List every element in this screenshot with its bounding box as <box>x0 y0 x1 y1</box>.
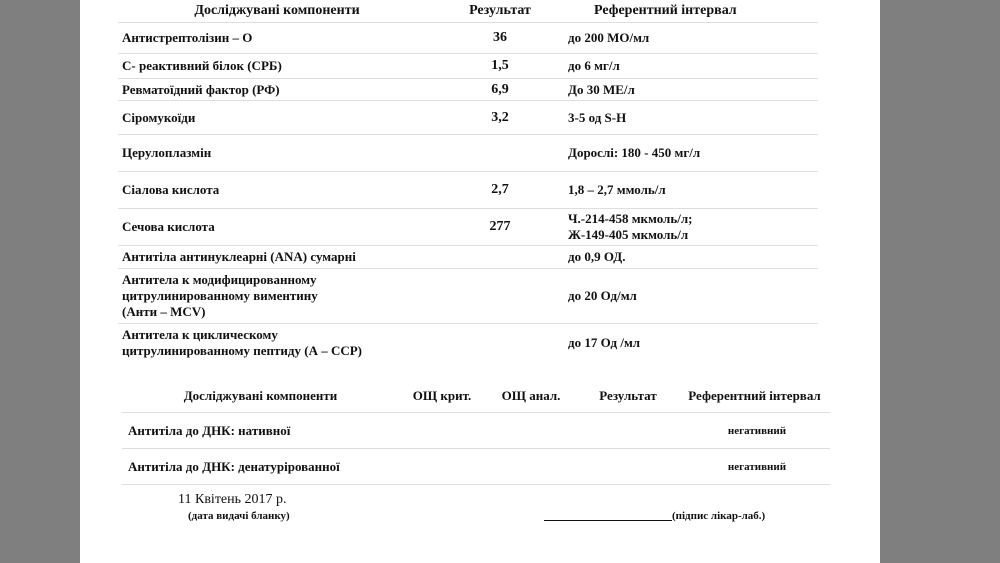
header-result: Результат <box>599 387 657 403</box>
test-name <box>118 269 436 324</box>
results-table <box>118 0 818 362</box>
table-row <box>118 135 818 172</box>
test-reference <box>564 209 818 246</box>
table-row <box>118 172 818 209</box>
test-result <box>436 135 564 172</box>
signature-caption: (підпис лікар-лаб.) <box>672 510 766 522</box>
header-reference: Референтний інтервал <box>688 387 821 403</box>
test-reference: до 0,9 ОД. <box>568 249 626 264</box>
table-row <box>118 101 818 135</box>
test-reference: негативний <box>727 460 787 473</box>
table-row <box>118 246 818 269</box>
header-reference: Референтний інтервал <box>594 3 737 18</box>
test-reference: до 17 Од /мл <box>568 334 641 350</box>
table-row <box>118 23 818 54</box>
table-row <box>118 324 818 362</box>
test-result: 2,7 <box>491 182 509 197</box>
test-result <box>436 324 564 362</box>
name-line: цитрулинированному виментину <box>122 288 318 303</box>
test-result <box>436 269 564 324</box>
test-reference: Дорослі: 180 - 450 мг/л <box>568 145 701 160</box>
header-component: Досліджувані компоненти <box>183 387 338 403</box>
test-reference: до 20 Од/мл <box>568 288 637 303</box>
test-name <box>118 324 436 362</box>
test-reference: 1,8 – 2,7 ммоль/л <box>568 182 666 197</box>
name-line: Антитела к циклическому <box>122 326 278 342</box>
table-header-row <box>118 0 818 23</box>
table-row <box>122 413 830 449</box>
reference-line: Ж-149-405 мкмоль/л <box>568 227 689 242</box>
test-name: Сіромукоїди <box>122 109 196 125</box>
header-osh-krit: ОЩ крит. <box>412 387 472 403</box>
dna-antibodies-table <box>122 379 830 485</box>
test-name: Антитіла антинуклеарні (ANA) сумарні <box>122 249 356 264</box>
test-name: Сіалова кислота <box>122 182 220 197</box>
signature-line <box>544 520 672 521</box>
table-row <box>122 449 830 485</box>
test-reference: негативний <box>727 424 787 437</box>
table-row <box>118 54 818 79</box>
test-name: С- реактивний білок (СРБ) <box>122 58 282 73</box>
test-result <box>436 246 564 269</box>
test-result: 36 <box>493 30 507 45</box>
issue-date: 11 Квітень 2017 р. <box>178 492 287 507</box>
test-result: 3,2 <box>491 109 509 125</box>
test-result: 277 <box>489 219 511 234</box>
issue-date-caption: (дата видачі бланку) <box>188 510 290 522</box>
test-reference: 3-5 од S-H <box>568 109 627 125</box>
test-name: Церулоплазмін <box>122 145 212 160</box>
name-line: Антитела к модифицированному <box>122 272 317 287</box>
test-name: Сечова кислота <box>122 219 215 234</box>
name-line: цитрулинированному пептиду (А – ССР) <box>122 342 363 358</box>
table-row <box>118 79 818 101</box>
table-row <box>118 269 818 324</box>
test-reference: До 30 МЕ/л <box>568 81 635 97</box>
header-component: Досліджувані компоненти <box>194 3 360 18</box>
name-line: (Анти – MCV) <box>122 304 206 319</box>
table-row <box>118 209 818 246</box>
header-osh-anal: ОЩ анал. <box>501 387 561 403</box>
table-header-row <box>122 379 830 413</box>
test-name: Антитіла до ДНК: денатурірованної <box>128 458 340 474</box>
test-result: 6,9 <box>491 81 509 97</box>
document-page <box>80 0 880 563</box>
test-name: Ревматоїдний фактор (РФ) <box>122 81 280 97</box>
reference-line: Ч.-214-458 мкмоль/л; <box>568 211 693 226</box>
test-reference: до 200 МО/мл <box>568 30 650 45</box>
header-result: Результат <box>469 3 531 18</box>
test-reference: до 6 мг/л <box>568 58 620 73</box>
test-name: Антистрептолізин – О <box>122 30 253 45</box>
test-result: 1,5 <box>491 58 509 73</box>
test-name: Антитіла до ДНК: нативної <box>128 422 291 438</box>
